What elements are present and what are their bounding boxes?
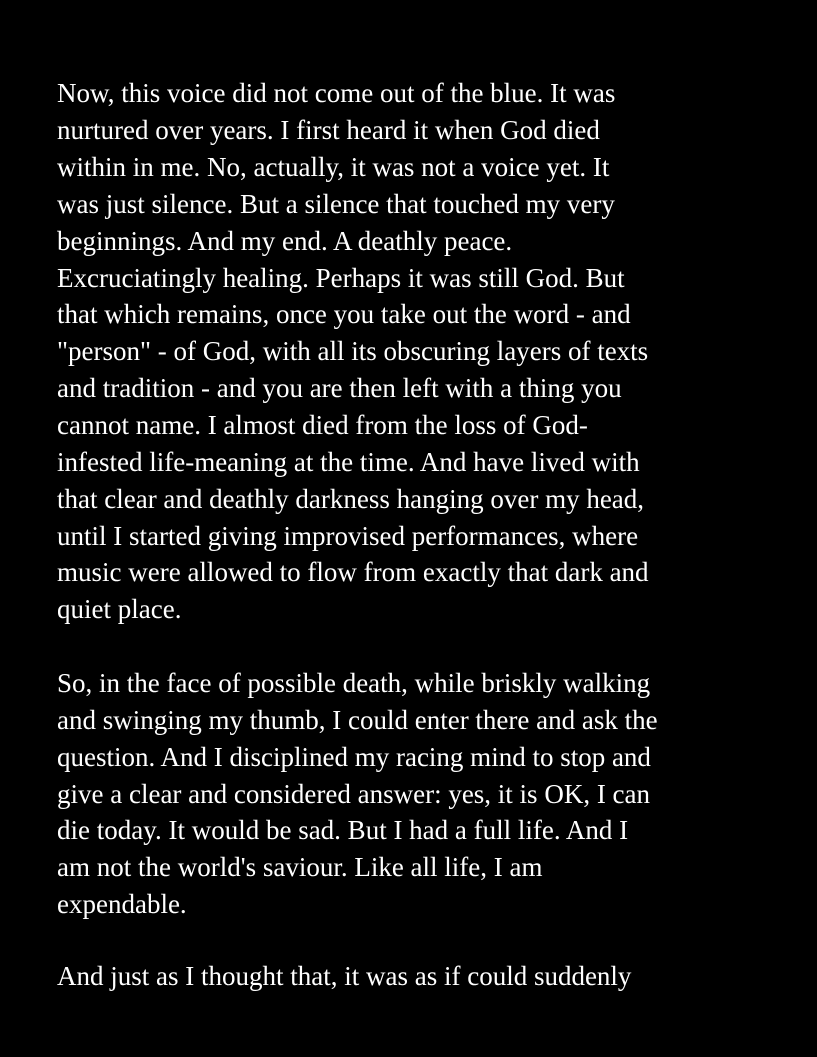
text-line: "person" - of God, with all its obscuring layers of texts [57,336,649,366]
text-line: that which remains, once you take out the word - and [57,299,631,329]
text-line: Now, this voice did not come out of the blue. It was [57,78,616,108]
text-line: that clear and deathly darkness hanging over my head, [57,484,645,514]
text-line: So, in the face of possible death, while briskly walking [57,668,651,698]
text-line: infested life-meaning at the time. And have lived with [57,447,640,477]
text-line: within in me. No, actually, it was not a voice yet. It [57,152,610,182]
text-line: cannot name. I almost died from the loss of God- [57,410,588,440]
text-line: And just as I thought that, it was as if could suddenly [57,961,632,991]
text-line: am not the world's saviour. Like all life, I am [57,852,543,882]
text-line: and swinging my thumb, I could enter there and ask the [57,705,658,735]
text-line: question. And I disciplined my racing mind to stop and [57,742,651,772]
text-line: nurtured over years. I first heard it when God died [57,115,600,145]
text-line: until I started giving improvised performances, where [57,521,639,551]
text-line: was just silence. But a silence that touched my very [57,189,615,219]
text-line: Excruciatingly healing. Perhaps it was still God. But [57,263,625,293]
text-line: music were allowed to flow from exactly that dark and [57,557,649,587]
text-line: give a clear and considered answer: yes, it is OK, I can [57,779,651,809]
text-line: expendable. [57,889,187,919]
document-page [57,0,787,1057]
text-line: and tradition - and you are then left with a thing you [57,373,622,403]
text-line: die today. It would be sad. But I had a full life. And I [57,815,629,845]
text-line: quiet place. [57,594,182,624]
text-line: beginnings. And my end. A deathly peace. [57,226,513,256]
